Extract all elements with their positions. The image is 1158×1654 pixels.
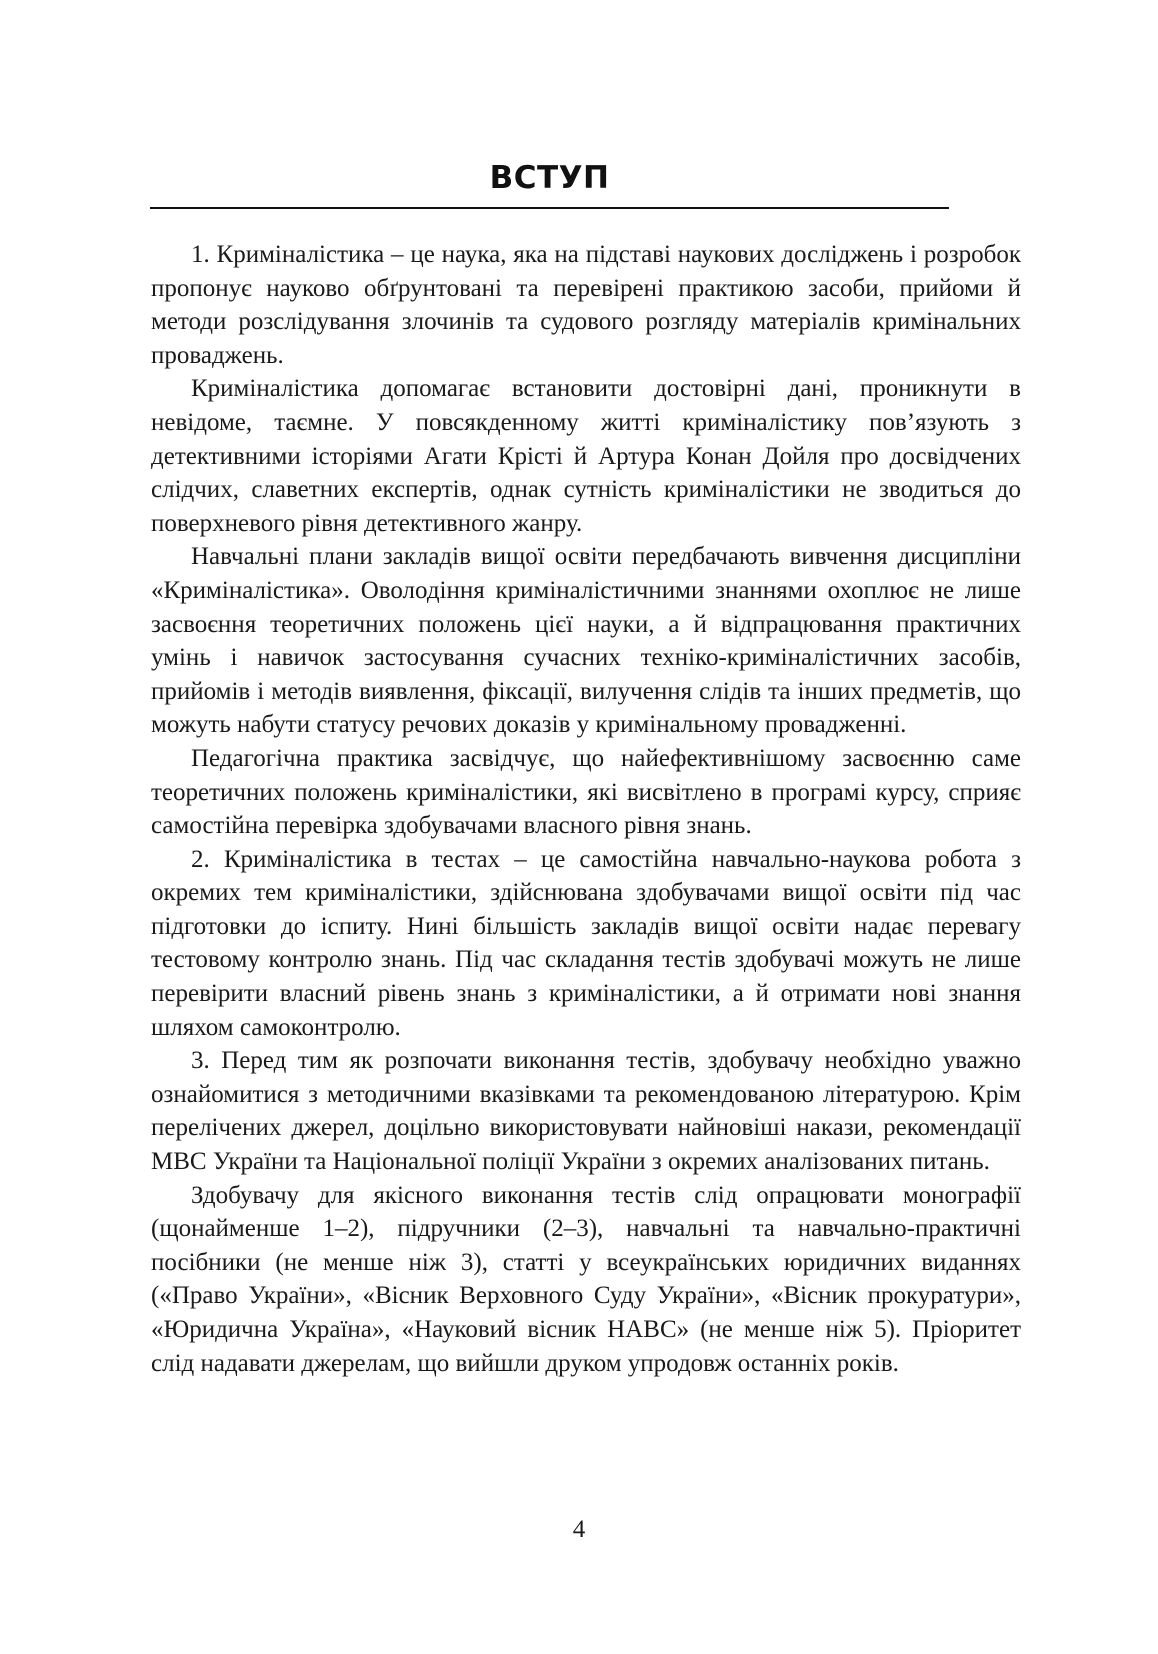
title-underline xyxy=(150,207,949,209)
paragraph-7: Здобувачу для якісного виконання тестів слід опрацювати монографії (щонайменше 1–2), підручники (2–3), навчальні та навчально-практичні посібники (не менше ніж 3), статті у всеукраїнських юридичних виданнях («Право України», «Вісник Верховного Суду України», «Вісник прокуратури», «Юридична Україна», «Науковий вісник НАВС» (не менше ніж 5). Пріоритет слід надавати джерелам, що вийшли друком упродовж останніх років. xyxy=(151,1181,1021,1377)
page-title: ВСТУП xyxy=(489,160,610,196)
page-number: 4 xyxy=(572,1516,586,1543)
paragraph-5: 2. Криміналістика в тестах – це самостійна навчально-наукова робота з окремих тем криміналістики, здійснювана здобувачами вищої освіти під час підготовки до іспиту. Нині більшість закладів вищої освіти надає перевагу тестовому контролю знань. Під час складання тестів здобувачі можуть не лише перевірити власний рівень знань з криміналістики, а й отримати нові знання шляхом самоконтролю. xyxy=(151,845,1021,1041)
paragraph-2: Криміналістика допомагає встановити достовірні дані, проникнути в невідоме, таємне. У повсякденному житті криміналістику пов’язують з детективними історіями Агати Крісті й Артура Конан Дойля про досвідчених слідчих, славетних експертів, однак сутність криміналістики не зводиться до поверхневого рівня детективного жанру. xyxy=(151,375,1021,537)
paragraph-4: Педагогічна практика засвідчує, що найефективнішому засвоєнню саме теоретичних положень криміналістики, які висвітлено в програмі курсу, сприяє самостійна перевірка здобувачами власного рівня знань. xyxy=(151,744,1021,840)
paragraph-6: 3. Перед тим як розпочати виконання тестів, здобувачу необхідно уважно ознайомитися з методичними вказівками та рекомендованою літературою. Крім перелічених джерел, доцільно використовувати найновіші накази, рекомендації МВС України та Національної поліції України з окремих аналізованих питань. xyxy=(151,1047,1021,1176)
paragraph-1: 1. Криміналістика – це наука, яка на підставі наукових досліджень і розробок пропонує науково обґрунтовані та перевірені практикою засоби, прийоми й методи розслідування злочинів та судового розгляду матеріалів кримінальних проваджень. xyxy=(151,241,1021,369)
body-text xyxy=(151,238,1021,1380)
paragraph-3: Навчальні плани закладів вищої освіти передбачають вивчення дисципліни «Криміналістика». Оволодіння криміналістичними знаннями охоплює не лише засвоєння теоретичних положень цієї науки, а й відпрацювання практичних умінь і навичок застосування сучасних техніко-криміналістичних засобів, прийомів і методів виявлення, фіксації, вилучення слідів та інших предметів, що можуть набути статусу речових доказів у кримінальному провадженні. xyxy=(151,543,1021,739)
